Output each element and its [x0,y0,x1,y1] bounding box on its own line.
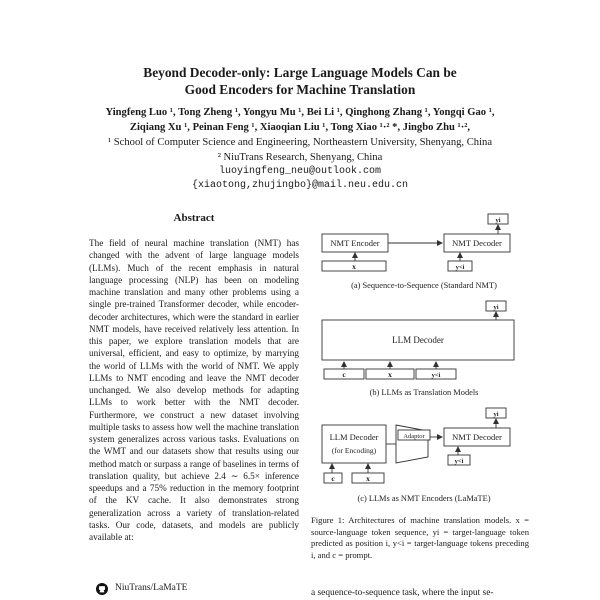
fig-a-nmt-decoder-label: NMT Decoder [452,238,502,248]
fig-a-nmt-encoder-label: NMT Encoder [330,238,380,248]
affiliation-1: ¹ School of Computer Science and Engineering, Northeastern University, Shenyang, China [107,137,493,148]
fig-c-caption-label: (c) LLMs as NMT Encoders (LaMaTE) [357,494,491,503]
fig-c-adaptor-label: Adaptor [403,433,425,440]
email-2: {xiaotong,zhujingbo}@mail.neu.edu.cn [191,180,409,191]
fig-b-output: yi [493,304,499,311]
fig-c-input-y: y<i [454,458,464,465]
fig-c-llm-encoder-sublabel: (for Encoding) [331,446,377,455]
paper-title-line-2: Good Encoders for Machine Translation [184,82,416,97]
abstract-heading: Abstract [173,212,215,224]
fig-a-caption-label: (a) Sequence-to-Sequence (Standard NMT) [351,281,497,290]
abstract-body [89,237,299,543]
fig-c-output: yi [493,411,499,418]
fig-c-input-x: x [366,474,370,483]
github-icon [96,582,108,594]
fig-a-input-x: x [352,262,356,271]
repo-link-text[interactable]: NiuTrans/LaMaTE [115,583,188,593]
fig-c-nmt-decoder-label: NMT Decoder [452,432,502,442]
author-list-line-1: Yingfeng Luo ¹, Tong Zheng ¹, Yongyu Mu ¹, Bei Li ¹, Qinghong Zhang ¹, Yongqi Gao ¹, [105,107,495,118]
paper-title-line-1: Beyond Decoder-only: Large Language Models Can be [143,65,457,80]
fig-c-input-c: c [331,474,335,483]
fig-c-llm-encoder-label: LLM Decoder [329,432,379,442]
email-1: luoyingfeng_neu@outlook.com [218,166,382,177]
fig-b-input-y: y<i [431,372,441,379]
fig-a-output: yi [495,217,501,224]
fig-b-input-c: c [342,370,346,379]
figure-caption: Figure 1: Architectures of machine translation models. x = source-language token sequence, yi = target-language token predicted as position i, y<i = target-language tokens preceding i, and c = prompt. [311,515,529,560]
author-list-line-2: Ziqiang Xu ¹, Peinan Feng ¹, Xiaoqian Liu ¹, Tong Xiao ¹·² *, Jingbo Zhu ¹·², [129,122,471,133]
affiliation-2: ² NiuTrans Research, Shenyang, China [217,152,383,163]
abstract-text: The field of neural machine translation (NMT) has changed with the advent of large language models (LLMs). Much of the recent emphasis in natural language processing (NLP) has been on modeling machine translation and many other problems using a single pre-trained Transformer decoder, while encoder-decoder architectures, which were the standard in earlier NMT models, have received relatively less attention. In this paper, we explore translation models that are universal, efficient, and easy to optimize, by marrying the world of LLMs with the world of NMT. We apply LLMs to NMT encoding and leave the NMT decoder unchanged. We also develop methods for adapting LLMs to work better with the NMT decoder. Furthermore, we construct a new dataset involving multiple tasks to assess how well the machine translation system generalizes across various tasks. Evaluations on the WMT and our datasets show that results using our method match or surpass a range of baselines in terms of translation quality, but achieve 2.4 ∼ 6.5× inference speedups and a 75% reduction in the memory footprint of the KV cache. It also demonstrates strong generalization across a variety of translation-related tasks. Our code, datasets, and models are publicly available at: [89,238,299,542]
fig-a-input-y: y<i [455,264,465,271]
body-text-fragment: a sequence-to-sequence task, where the input se- [311,588,494,598]
repo-link[interactable] [96,582,187,594]
fig-c-llm-encoder-box [322,425,386,463]
fig-b-caption-label: (b) LLMs as Translation Models [369,388,479,397]
architecture-figure [308,205,540,515]
fig-b-input-x: x [388,370,392,379]
fig-b-llm-decoder-label: LLM Decoder [392,335,444,345]
